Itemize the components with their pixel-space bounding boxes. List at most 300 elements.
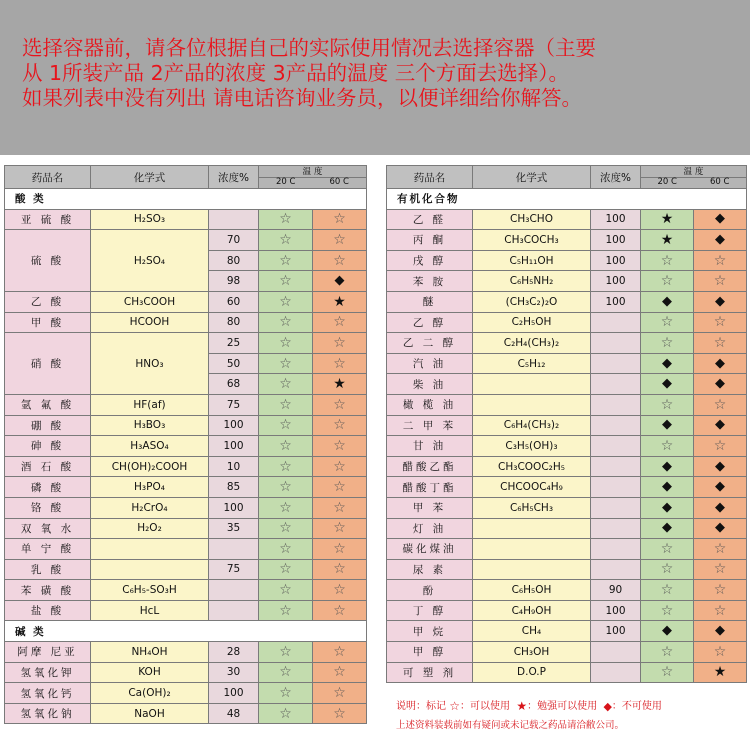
chemical-name: 盐 酸 (5, 600, 91, 621)
header-concentration: 浓度% (209, 166, 259, 189)
header-temp-label: 温 度 (641, 168, 746, 178)
star-outline-icon: ☆ (660, 540, 674, 557)
concentration: 70 (209, 230, 259, 251)
star-outline-icon: ☆ (713, 396, 727, 413)
concentration (591, 312, 641, 333)
star-outline-icon: ☆ (660, 582, 674, 599)
star-outline-icon: ☆ (333, 396, 346, 413)
rating-60c (313, 230, 367, 251)
legend-star-outline-icon: ☆ (449, 699, 460, 713)
concentration: 80 (209, 312, 259, 333)
table-row (387, 333, 747, 354)
star-outline-icon: ☆ (660, 664, 674, 681)
chemical-name: 二 甲 苯 (387, 415, 473, 436)
chemical-name: 酒 石 酸 (5, 456, 91, 477)
rating-20c (641, 312, 694, 333)
diamond-icon: ◆ (715, 376, 725, 392)
rating-60c (313, 333, 367, 354)
header-name: 药品名 (387, 166, 473, 189)
star-outline-icon: ☆ (333, 211, 346, 228)
star-outline-icon: ☆ (660, 252, 674, 269)
table-row (5, 230, 367, 251)
star-outline-icon: ☆ (333, 499, 346, 516)
table-row (387, 209, 747, 230)
rating-20c (259, 209, 313, 230)
table-row (387, 250, 747, 271)
star-outline-icon: ☆ (660, 437, 674, 454)
diamond-icon: ◆ (662, 376, 672, 392)
diamond-icon: ◆ (662, 520, 672, 536)
table-header-row (5, 166, 367, 189)
rating-60c (694, 271, 747, 292)
star-outline-icon: ☆ (333, 314, 346, 331)
rating-60c (694, 209, 747, 230)
rating-20c (641, 559, 694, 580)
rating-60c (694, 642, 747, 663)
star-outline-icon: ☆ (333, 252, 346, 269)
star-outline-icon: ☆ (279, 355, 292, 372)
rating-60c (694, 518, 747, 539)
table-header-row (387, 166, 747, 189)
concentration (591, 353, 641, 374)
table-row (5, 497, 367, 518)
concentration (591, 394, 641, 415)
star-outline-icon: ☆ (279, 458, 292, 475)
chemical-formula: CH₄ (473, 621, 591, 642)
table-row (5, 291, 367, 312)
rating-20c (641, 394, 694, 415)
table-row (387, 559, 747, 580)
header-temp-60: 60 C (329, 176, 349, 187)
right-compatibility-table (386, 165, 747, 683)
rating-20c (641, 209, 694, 230)
concentration: 30 (209, 662, 259, 683)
star-outline-icon: ☆ (713, 314, 727, 331)
chemical-name: 苯 胺 (387, 271, 473, 292)
rating-60c (694, 312, 747, 333)
table-row (5, 642, 367, 663)
star-outline-icon: ☆ (333, 582, 346, 599)
chemical-name: 乙 醇 (387, 312, 473, 333)
table-row (5, 559, 367, 580)
star-outline-icon: ☆ (279, 479, 292, 496)
chemical-name: 苯 磺 酸 (5, 580, 91, 601)
star-outline-icon: ☆ (279, 437, 292, 454)
table-row (387, 230, 747, 251)
rating-20c (641, 436, 694, 457)
chemical-name: 可 塑 剂 (387, 662, 473, 683)
rating-20c (641, 580, 694, 601)
notice-line-3: 如果列表中没有列出 请电话咨询业务员，以便详细给你解答。 (22, 86, 583, 110)
rating-60c (313, 271, 367, 292)
rating-20c (641, 250, 694, 271)
chemical-formula: H₂SO₃ (91, 209, 209, 230)
table-row (387, 497, 747, 518)
star-outline-icon: ☆ (713, 582, 727, 599)
rating-60c (313, 559, 367, 580)
star-outline-icon: ☆ (713, 252, 727, 269)
concentration (591, 539, 641, 560)
section-row (5, 189, 367, 210)
star-outline-icon: ☆ (279, 561, 292, 578)
rating-20c (259, 436, 313, 457)
star-outline-icon: ☆ (333, 334, 346, 351)
diamond-icon: ◆ (662, 623, 672, 639)
concentration: 100 (591, 230, 641, 251)
chemical-name: 氢氧化钙 (5, 683, 91, 704)
star-outline-icon: ☆ (279, 293, 292, 310)
diamond-icon: ◆ (662, 417, 672, 433)
header-temp-60: 60 C (710, 176, 730, 187)
rating-60c (313, 353, 367, 374)
rating-20c (259, 642, 313, 663)
rating-20c (259, 559, 313, 580)
concentration (209, 580, 259, 601)
star-outline-icon: ☆ (333, 705, 346, 722)
rating-60c (694, 477, 747, 498)
diamond-icon: ◆ (715, 231, 725, 247)
diamond-icon: ◆ (715, 417, 725, 433)
star-outline-icon: ☆ (279, 231, 292, 248)
rating-20c (259, 374, 313, 395)
section-label: 碱 类 (5, 621, 367, 642)
rating-60c (694, 497, 747, 518)
chemical-formula: H₂CrO₄ (91, 497, 209, 518)
chemical-formula: D.O.P (473, 662, 591, 683)
concentration: 28 (209, 642, 259, 663)
chemical-name: 醋酸丁酯 (387, 477, 473, 498)
table-row (5, 600, 367, 621)
rating-60c (694, 374, 747, 395)
star-outline-icon: ☆ (333, 602, 346, 619)
section-row (387, 189, 747, 210)
rating-20c (259, 600, 313, 621)
legend (396, 697, 746, 714)
legend-no-text: ：不可使用 (611, 701, 662, 712)
star-outline-icon: ☆ (713, 437, 727, 454)
star-outline-icon: ☆ (279, 417, 292, 434)
rating-20c (641, 662, 694, 683)
chemical-name: 乙 二 醇 (387, 333, 473, 354)
concentration (591, 497, 641, 518)
rating-20c (641, 621, 694, 642)
concentration: 85 (209, 477, 259, 498)
section-label: 酸 类 (5, 189, 367, 210)
chemical-name: 醚 (387, 291, 473, 312)
star-filled-icon: ★ (333, 376, 346, 393)
chemical-formula: C₆H₅OH (473, 580, 591, 601)
star-outline-icon: ☆ (279, 376, 292, 393)
concentration: 68 (209, 374, 259, 395)
star-outline-icon: ☆ (333, 231, 346, 248)
chemical-formula: C₅H₁₁OH (473, 250, 591, 271)
star-outline-icon: ☆ (333, 540, 346, 557)
rating-20c (641, 539, 694, 560)
diamond-icon: ◆ (662, 499, 672, 515)
table-row (387, 415, 747, 436)
rating-20c (259, 497, 313, 518)
chemical-name: 丁 醇 (387, 600, 473, 621)
rating-20c (259, 683, 313, 704)
concentration: 10 (209, 456, 259, 477)
rating-60c (313, 539, 367, 560)
chemical-name: 氢氧化钾 (5, 662, 91, 683)
star-outline-icon: ☆ (279, 540, 292, 557)
chemical-name: 铬 酸 (5, 497, 91, 518)
header-temp-label: 温 度 (259, 168, 366, 178)
star-outline-icon: ☆ (660, 643, 674, 660)
diamond-icon: ◆ (334, 273, 345, 289)
star-outline-icon: ☆ (279, 685, 292, 702)
concentration (209, 209, 259, 230)
rating-20c (259, 662, 313, 683)
table-row (5, 580, 367, 601)
concentration: 75 (209, 394, 259, 415)
star-outline-icon: ☆ (279, 643, 292, 660)
concentration (591, 662, 641, 683)
chemical-name: 乙 酸 (5, 291, 91, 312)
star-filled-icon: ★ (713, 664, 727, 681)
table-row (387, 539, 747, 560)
concentration (591, 559, 641, 580)
chemical-name: 丙 酮 (387, 230, 473, 251)
table-row (5, 333, 367, 354)
concentration: 100 (209, 415, 259, 436)
rating-20c (259, 703, 313, 724)
rating-20c (641, 271, 694, 292)
chemical-name: 硫 酸 (5, 230, 91, 292)
diamond-icon: ◆ (715, 499, 725, 515)
chemical-formula: HcL (91, 600, 209, 621)
chemical-formula: CH₃OH (473, 642, 591, 663)
chemical-name: 阿摩 尼亚 (5, 642, 91, 663)
rating-20c (259, 291, 313, 312)
rating-20c (259, 230, 313, 251)
legend-barely-text: ：勉强可以使用 (527, 701, 598, 712)
chemical-formula: H₂SO₄ (91, 230, 209, 292)
concentration: 100 (591, 250, 641, 271)
table-row (387, 580, 747, 601)
table-row (387, 436, 747, 457)
rating-20c (259, 353, 313, 374)
chemical-name: 戌 醇 (387, 250, 473, 271)
chemical-name: 硼 酸 (5, 415, 91, 436)
rating-20c (641, 374, 694, 395)
concentration: 98 (209, 271, 259, 292)
footnote: 上述资料装载前如有疑问或未记载之药品请洽敝公司。 (396, 720, 625, 731)
table-row (5, 703, 367, 724)
rating-60c (694, 353, 747, 374)
rating-20c (641, 353, 694, 374)
legend-star-filled-icon: ★ (516, 699, 528, 713)
chemical-formula: C₂H₄(CH₃)₂ (473, 333, 591, 354)
chemical-name: 硝 酸 (5, 333, 91, 395)
chemical-name: 亚 硫 酸 (5, 209, 91, 230)
chemical-name: 尿 素 (387, 559, 473, 580)
chemical-formula (91, 539, 209, 560)
table-row (387, 271, 747, 292)
rating-20c (641, 333, 694, 354)
rating-60c (313, 436, 367, 457)
rating-60c (313, 518, 367, 539)
rating-20c (641, 497, 694, 518)
rating-60c (694, 394, 747, 415)
concentration: 50 (209, 353, 259, 374)
star-outline-icon: ☆ (279, 334, 292, 351)
rating-60c (313, 497, 367, 518)
rating-60c (313, 250, 367, 271)
table-row (387, 291, 747, 312)
rating-20c (259, 518, 313, 539)
concentration: 100 (209, 436, 259, 457)
rating-60c (694, 621, 747, 642)
star-outline-icon: ☆ (713, 540, 727, 557)
chemical-formula: H₂O₂ (91, 518, 209, 539)
rating-20c (641, 456, 694, 477)
concentration (591, 642, 641, 663)
chemical-formula: C₆H₅CH₃ (473, 497, 591, 518)
concentration: 60 (209, 291, 259, 312)
rating-60c (313, 374, 367, 395)
chemical-name: 甲 烷 (387, 621, 473, 642)
rating-60c (694, 600, 747, 621)
rating-20c (259, 271, 313, 292)
rating-60c (313, 600, 367, 621)
chemical-name: 橄 榄 油 (387, 394, 473, 415)
chemical-formula (473, 394, 591, 415)
table-row (5, 477, 367, 498)
star-outline-icon: ☆ (279, 602, 292, 619)
star-outline-icon: ☆ (333, 685, 346, 702)
star-outline-icon: ☆ (279, 499, 292, 516)
diamond-icon: ◆ (662, 458, 672, 474)
concentration: 100 (209, 683, 259, 704)
table-row (387, 456, 747, 477)
star-outline-icon: ☆ (333, 417, 346, 434)
table-row (5, 683, 367, 704)
left-compatibility-table (4, 165, 367, 724)
rating-20c (259, 250, 313, 271)
star-outline-icon: ☆ (279, 664, 292, 681)
rating-60c (313, 394, 367, 415)
star-outline-icon: ☆ (333, 458, 346, 475)
legend-diamond-icon: ◆ (603, 700, 612, 713)
rating-60c (694, 415, 747, 436)
rating-20c (259, 580, 313, 601)
concentration: 90 (591, 580, 641, 601)
table-row (387, 642, 747, 663)
concentration (591, 415, 641, 436)
table-row (5, 394, 367, 415)
star-outline-icon: ☆ (660, 273, 674, 290)
chemical-formula: HCOOH (91, 312, 209, 333)
chemical-formula: NH₄OH (91, 642, 209, 663)
notice-banner (0, 0, 750, 155)
header-temp-20: 20 C (657, 176, 677, 187)
chemical-name: 灯 油 (387, 518, 473, 539)
concentration: 48 (209, 703, 259, 724)
concentration: 100 (209, 497, 259, 518)
concentration (209, 600, 259, 621)
table-row (387, 600, 747, 621)
rating-60c (313, 291, 367, 312)
star-outline-icon: ☆ (660, 334, 674, 351)
diamond-icon: ◆ (662, 293, 672, 309)
star-outline-icon: ☆ (713, 273, 727, 290)
concentration: 80 (209, 250, 259, 271)
concentration: 100 (591, 271, 641, 292)
star-outline-icon: ☆ (713, 643, 727, 660)
chemical-formula: HF(af) (91, 394, 209, 415)
concentration (591, 374, 641, 395)
rating-20c (641, 415, 694, 436)
table-row (5, 456, 367, 477)
rating-60c (694, 539, 747, 560)
diamond-icon: ◆ (715, 520, 725, 536)
rating-60c (313, 477, 367, 498)
rating-20c (641, 600, 694, 621)
chemical-formula: NaOH (91, 703, 209, 724)
star-outline-icon: ☆ (279, 314, 292, 331)
star-outline-icon: ☆ (333, 664, 346, 681)
rating-20c (259, 539, 313, 560)
header-formula: 化学式 (473, 166, 591, 189)
star-outline-icon: ☆ (279, 273, 292, 290)
diamond-icon: ◆ (715, 211, 725, 227)
chemical-formula: C₆H₄(CH₃)₂ (473, 415, 591, 436)
chemical-formula (473, 559, 591, 580)
rating-60c (694, 250, 747, 271)
section-label: 有机化合物 (387, 189, 747, 210)
diamond-icon: ◆ (662, 355, 672, 371)
header-temp-20: 20 C (276, 176, 296, 187)
table-row (387, 621, 747, 642)
chemical-formula: (CH₃C₂)₂O (473, 291, 591, 312)
chemical-formula: KOH (91, 662, 209, 683)
chemical-name: 汽 油 (387, 353, 473, 374)
rating-60c (694, 559, 747, 580)
concentration: 100 (591, 291, 641, 312)
concentration (591, 456, 641, 477)
chemical-formula: CH₃CHO (473, 209, 591, 230)
star-outline-icon: ☆ (713, 602, 727, 619)
header-temperature (259, 166, 367, 189)
star-filled-icon: ★ (660, 211, 674, 228)
chemical-formula: CH₃COOH (91, 291, 209, 312)
star-outline-icon: ☆ (279, 252, 292, 269)
concentration: 75 (209, 559, 259, 580)
notice-line-2: 从 1所装产品 2产品的浓度 3产品的温度 三个方面去选择）。 (22, 61, 569, 85)
rating-20c (259, 415, 313, 436)
star-outline-icon: ☆ (333, 520, 346, 537)
star-outline-icon: ☆ (333, 479, 346, 496)
rating-60c (694, 456, 747, 477)
diamond-icon: ◆ (662, 479, 672, 495)
chemical-name: 柴 油 (387, 374, 473, 395)
star-outline-icon: ☆ (713, 334, 727, 351)
table-row (5, 436, 367, 457)
chemical-formula: CH₃COOC₂H₅ (473, 456, 591, 477)
diamond-icon: ◆ (715, 355, 725, 371)
chemical-name: 酚 (387, 580, 473, 601)
chemical-name: 甘 油 (387, 436, 473, 457)
chemical-formula: CH(OH)₂COOH (91, 456, 209, 477)
concentration: 100 (591, 600, 641, 621)
header-concentration: 浓度% (591, 166, 641, 189)
concentration (591, 477, 641, 498)
concentration (591, 436, 641, 457)
star-outline-icon: ☆ (660, 602, 674, 619)
